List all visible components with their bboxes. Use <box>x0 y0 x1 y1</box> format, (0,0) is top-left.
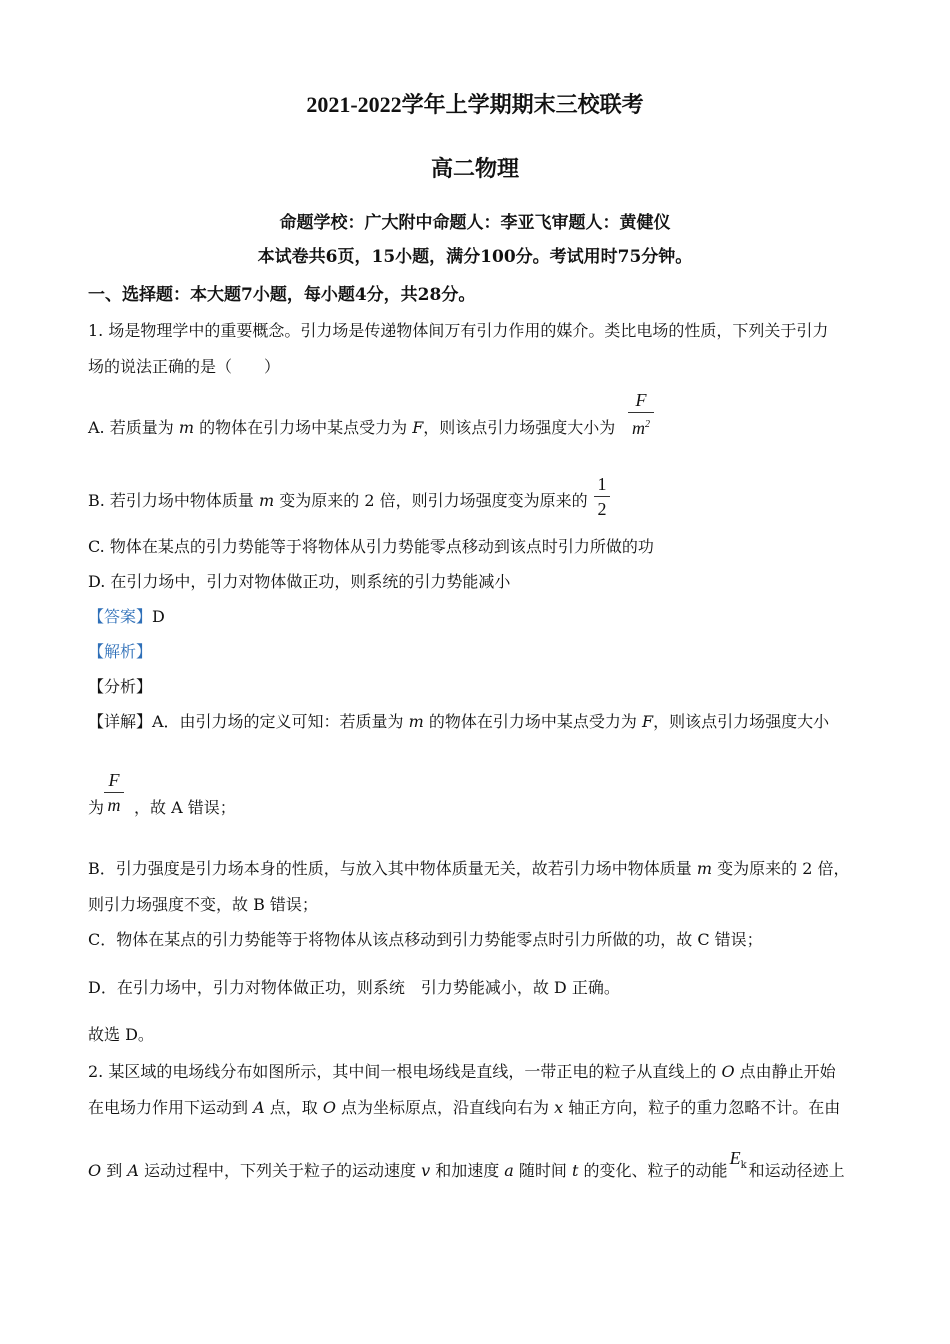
q1-option-a-formula: F $m^2$ <box>628 390 654 438</box>
q2-line2: 在电场力作用下运动到 A 点，取 O 点为坐标原点，沿直线向右为 x 轴正方向，粒子的重力忽略不计。在由 <box>88 1098 841 1117</box>
q2-ek-symbol: $E_k$ <box>729 1148 747 1172</box>
q1-detail-formula: F m <box>104 770 124 815</box>
q1-option-a: A. 若质量为 m 的物体在引力场中某点受力为 F，则该点引力场强度大小为 <box>88 418 616 437</box>
q1-analysis-label: 【解析】 <box>88 642 153 661</box>
q1-option-b: B. 若引力场中物体质量 m 变为原来的 2 倍，则引力场强度变为原来的 <box>88 491 588 510</box>
q1-stem-line1: 1. 场是物理学中的重要概念。引力场是传递物体间万有引力作用的媒介。类比电场的性质，下列关于引力 <box>88 321 829 340</box>
q2-line1: 2. 某区域的电场线分布如图所示，其中间一根电场线是直线，一带正电的粒子从直线上的 O 点由静止开始 <box>88 1062 836 1081</box>
q1-detail-c: C．物体在某点的引力势能等于将物体从该点移动到引力势能零点时引力所做的功，故 C 错误； <box>88 930 763 949</box>
q1-option-b-formula: 1 2 <box>594 474 610 519</box>
q1-conclusion: 故选 D。 <box>88 1025 154 1044</box>
q2-line3: O 到 A 运动过程中，下列关于粒子的运动速度 v 和加速度 a 随时间 t 的变化、粒子的动能$E_k$ 和运动径迹上 <box>88 1148 845 1180</box>
exam-title: 2021-2022学年上学期期末三校联考 <box>306 92 644 117</box>
q1-answer: 【答案】D <box>88 607 165 626</box>
q1-detail-b-line1: B．引力强度是引力场本身的性质，与放入其中物体质量无关，故若引力场中物体质量 m 变为原来的 2 倍， <box>88 859 850 878</box>
section-heading: 一、选择题：本大题7小题，每小题4分，共28分。 <box>88 285 476 305</box>
q1-option-d: D. 在引力场中，引力对物体做正功，则系统的引力势能减小 <box>88 572 511 591</box>
q1-stem-line2: 场的说法正确的是（ ） <box>88 357 281 376</box>
q1-detail-line1: 【详解】A．由引力场的定义可知：若质量为 m 的物体在引力场中某点受力为 F，则该点引力场强度大小 <box>88 712 830 731</box>
subject-title: 高二物理 <box>430 156 519 181</box>
exam-info: 本试卷共6页，15小题，满分100分。考试用时75分钟。 <box>257 247 693 267</box>
q1-detail-d: D．在引力场中，引力对物体做正功，则系统 引力势能减小，故 D 正确。 <box>88 978 620 997</box>
authors-line: 命题学校：广大附中命题人：李亚飞审题人：黄健仪 <box>279 213 671 233</box>
q1-option-c: C. 物体在某点的引力势能等于将物体从引力势能零点移动到该点时引力所做的功 <box>88 537 654 556</box>
q1-fenxi-label: 【分析】 <box>88 677 153 696</box>
q1-detail-line2: 为 ，故 A 错误； <box>88 798 236 817</box>
q1-detail-b-line2: 则引力场强度不变，故 B 错误； <box>88 895 318 914</box>
